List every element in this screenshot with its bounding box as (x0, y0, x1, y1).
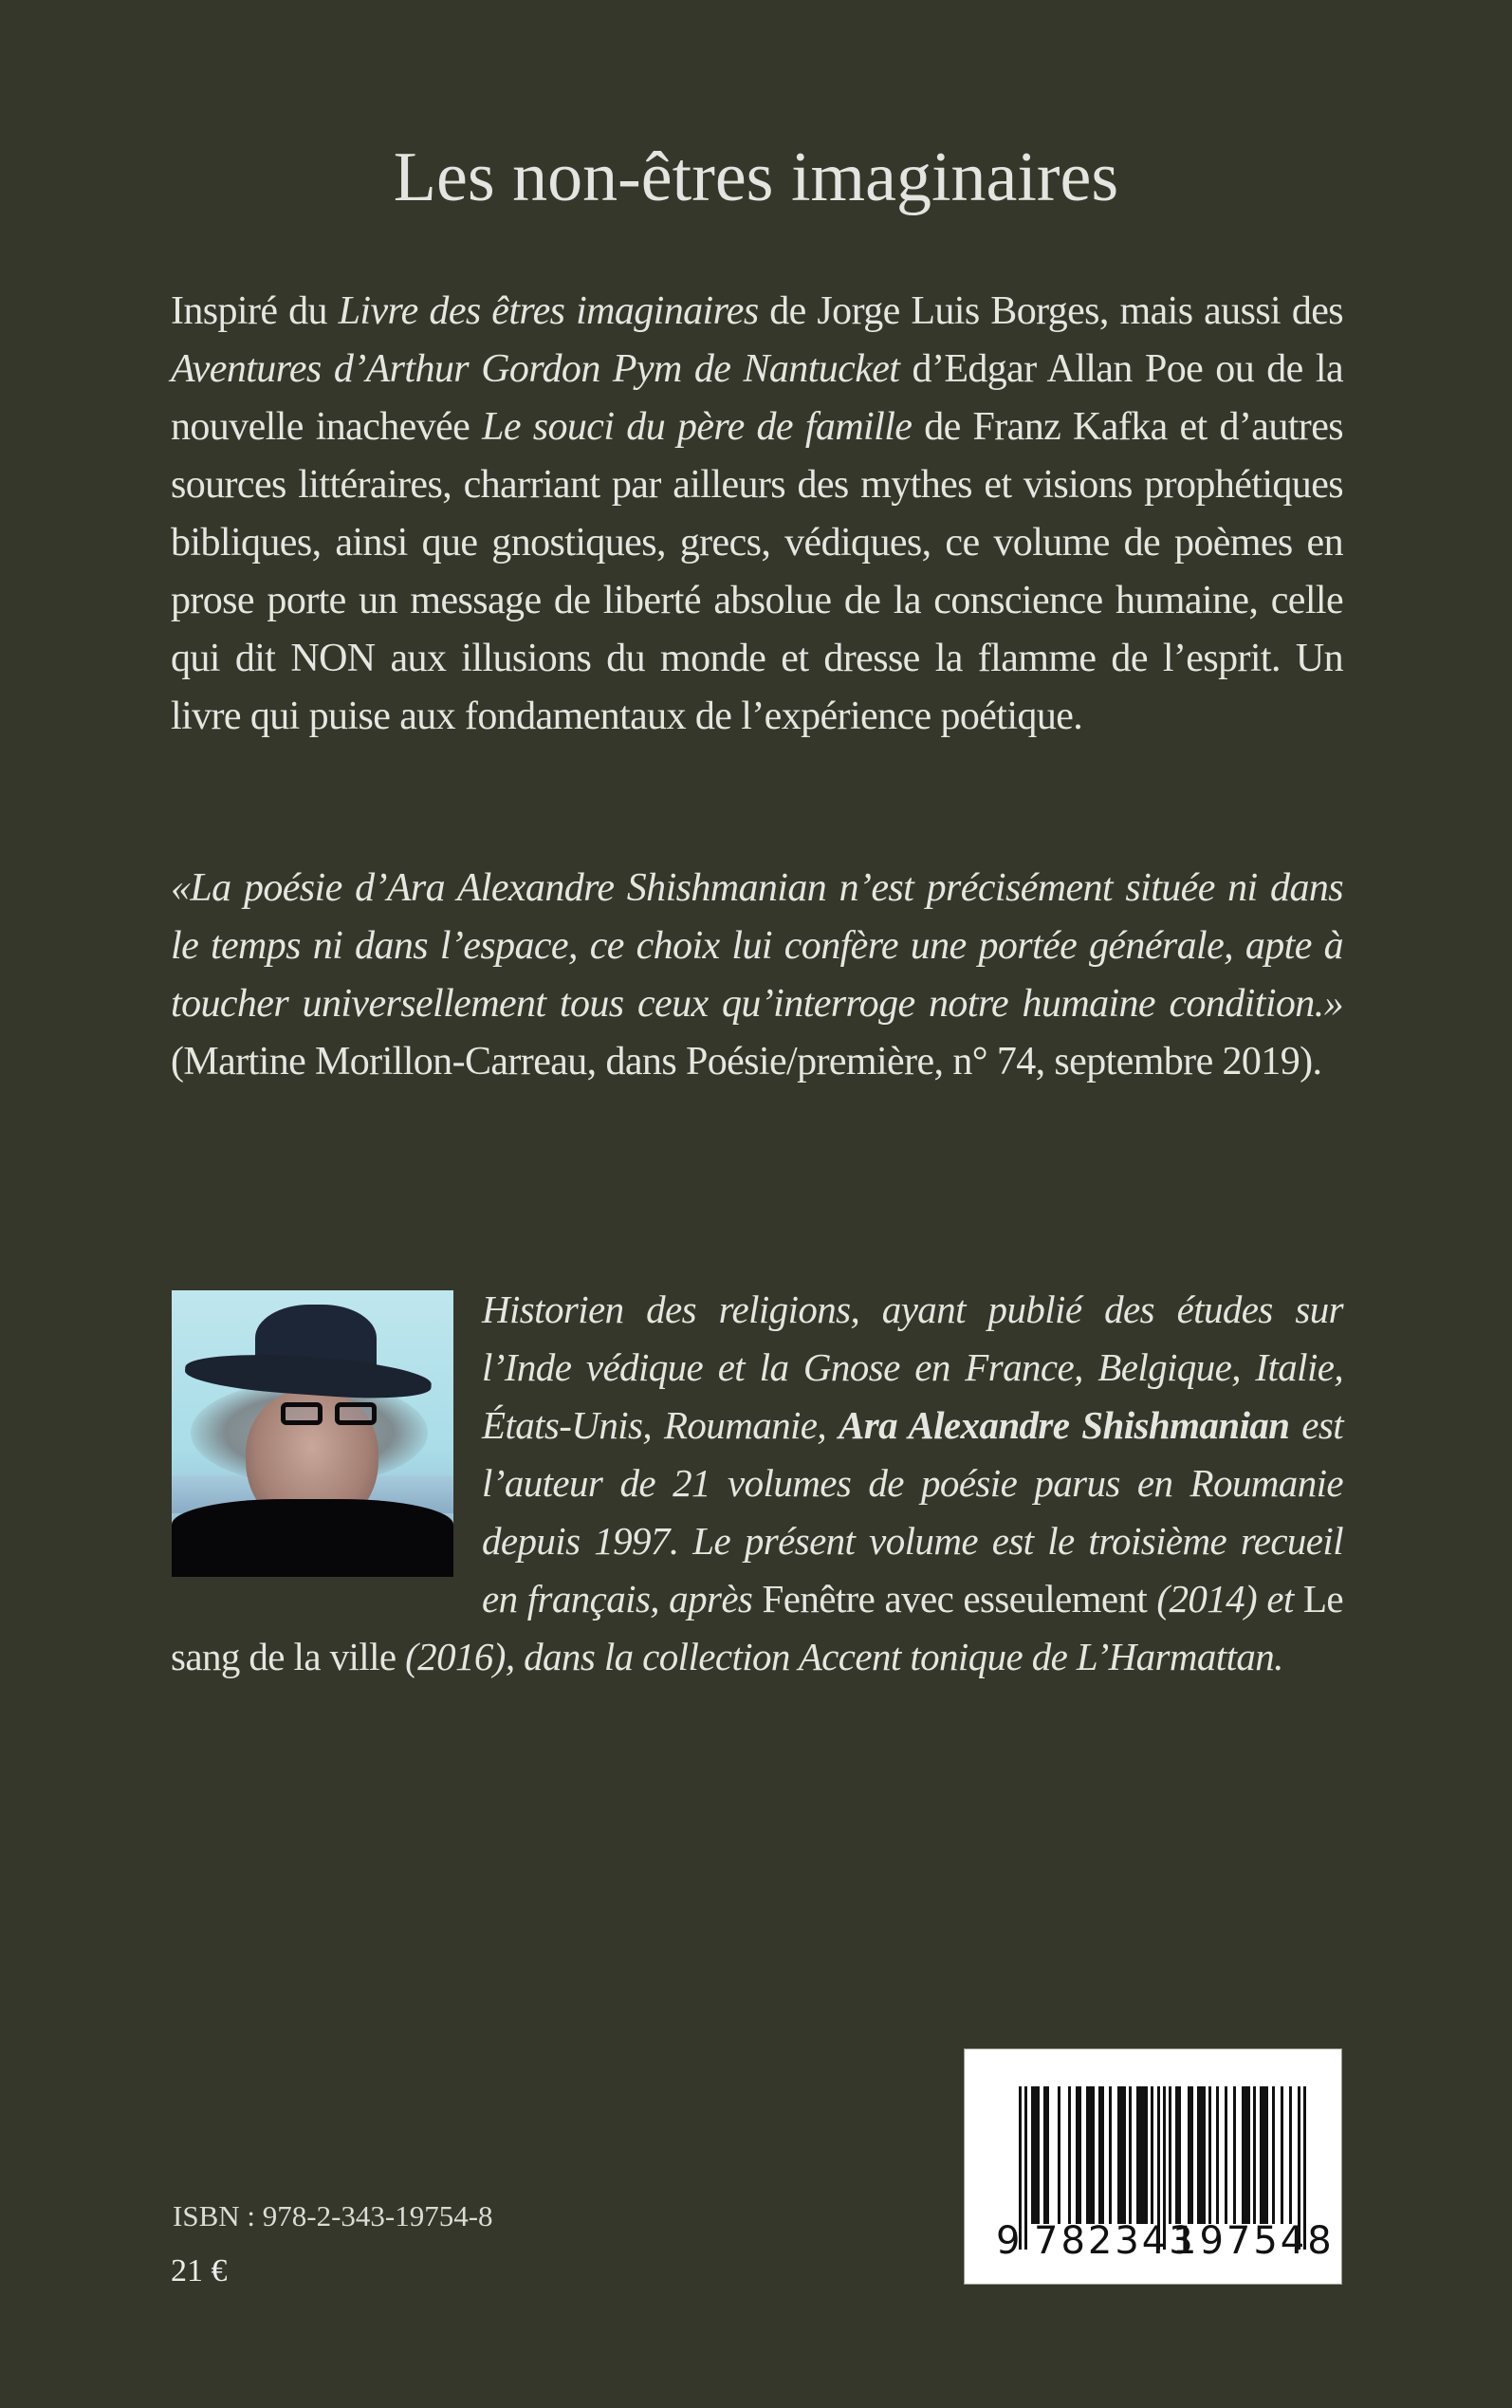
isbn-label: ISBN : 978-2-343-19754-8 (173, 2199, 493, 2232)
blurb-text: de Franz Kafka et d’autres sources littéraires, charriant par ailleurs des mythes et visions prophétiques bibliques, ainsi que gnostiques, grecs, védiques, ce volume de poèmes en prose porte un message de liberté absolue de la conscience humaine, celle qui dit NON aux illusions du monde et dresse la flamme de l’esprit. Un livre qui puise aux fondamentaux de l’expérience poétique. (171, 405, 1343, 738)
bio-text: (2016), dans la collection Accent tonique de L’Harmattan. (396, 1635, 1283, 1678)
author-photo (172, 1290, 453, 1577)
book-title-ref: Le sang de la ville (171, 1577, 1343, 1678)
barcode-digits-left: 782343 (1034, 2219, 1196, 2263)
blurb-text: d’Edgar Allan Poe ou de la nouvelle inachevée (171, 347, 1344, 449)
coat-shape (172, 1499, 453, 1577)
author-name: Ara Alexandre Shishmanian (838, 1403, 1290, 1447)
bio-text: est l’auteur de 21 volumes de poésie parus en Roumanie depuis 1997. Le présent volume est le troisième recueil en français, après (482, 1403, 1344, 1621)
book-title-ref: Fenêtre avec esseulement (762, 1577, 1148, 1621)
blurb-text: Inspiré du (171, 289, 339, 333)
barcode-digits-right: 197548 (1172, 2219, 1335, 2263)
price-label: 21 € (171, 2253, 228, 2288)
blurb-title-borges: Livre des êtres imaginaires (338, 289, 759, 333)
quote-text: «La poésie d’Ara Alexandre Shishmanian n’est précisément située ni dans le temps ni dans l’espace, ce choix lui confère une portée générale, apte à toucher universellement tous ceux qu’interroge notre humaine condition.» (171, 866, 1343, 1026)
review-quote (171, 860, 1343, 1091)
author-bio (171, 1281, 1343, 1686)
glasses-shape (281, 1402, 385, 1427)
book-title: Les non-êtres imaginaires (393, 139, 1119, 216)
barcode-digit-first: 9 (996, 2219, 1023, 2263)
blurb-title-kafka: Le souci du père de famille (482, 405, 913, 449)
bio-text: Historien des religions, ayant publié des études sur l’Inde védique et la Gnose en France, Belgique, Italie, États-Unis, Roumanie, (482, 1287, 1343, 1447)
bio-text: (2014) et (1147, 1577, 1303, 1621)
blurb-title-poe: Aventures d’Arthur Gordon Pym de Nantucket (171, 347, 900, 391)
quote-attribution: (Martine Morillon-Carreau, dans Poésie/première, n° 74, septembre 2019). (171, 1040, 1322, 1084)
blurb-text: de Jorge Luis Borges, mais aussi des (758, 289, 1344, 333)
blurb-paragraph (171, 283, 1343, 746)
